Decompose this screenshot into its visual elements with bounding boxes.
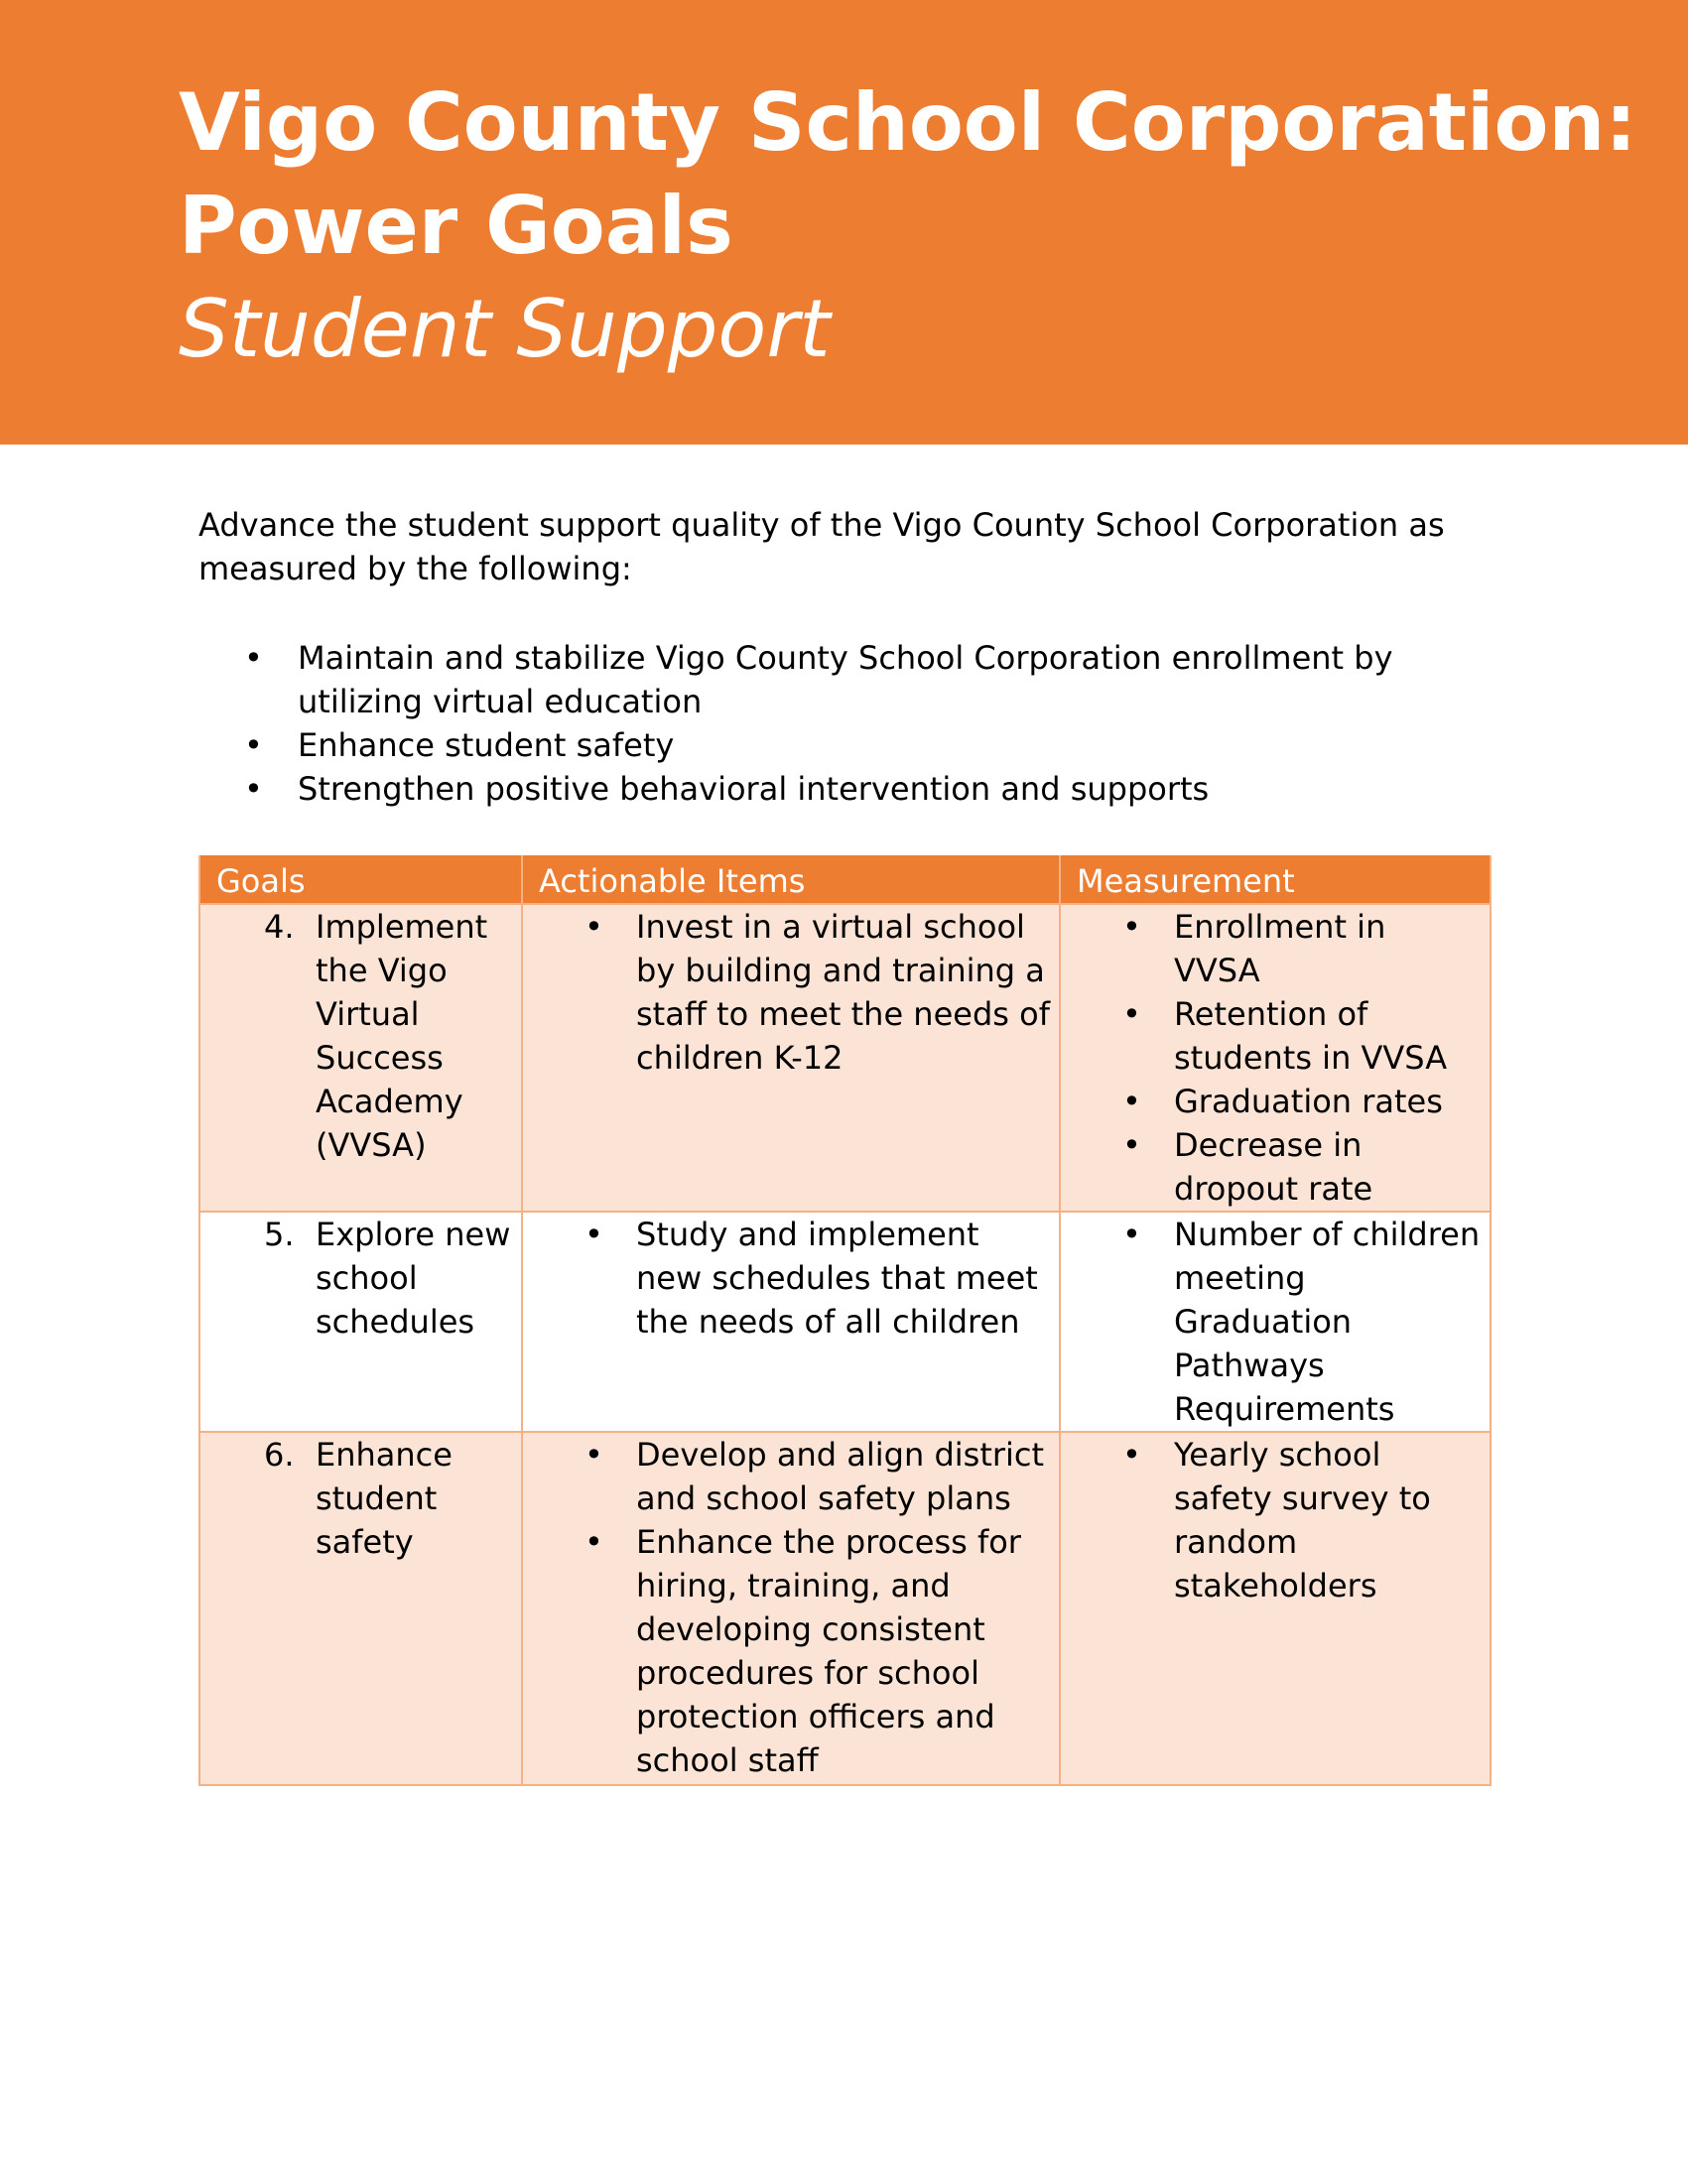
list-item (523, 905, 1059, 1080)
goal-text: Enhance student safety (316, 1436, 453, 1561)
goal-cell (199, 1212, 522, 1432)
bullet-icon: • (584, 1436, 603, 1474)
list-item (198, 767, 1489, 811)
page-title-line-2: Power Goals (179, 180, 733, 272)
actionable-cell (522, 904, 1060, 1212)
title-banner (0, 0, 1688, 445)
list-item (1061, 1213, 1490, 1431)
bullet-icon: • (1122, 908, 1141, 946)
list-item-text: Invest in a virtual school by building and training a staff to meet the needs of children K-12 (636, 908, 1050, 1077)
bullet-icon: • (1122, 1436, 1141, 1474)
list-item (1061, 905, 1490, 992)
column-header-actionable-items: Actionable Items (522, 855, 1060, 904)
intro-paragraph: Advance the student support quality of the Vigo County School Corporation as measured by the following: (198, 506, 1445, 587)
list-item-text: Strengthen positive behavioral intervention and supports (298, 770, 1210, 808)
bullet-icon: • (1122, 1216, 1141, 1253)
list-item-text: Number of children meeting Graduation Pathways Requirements (1174, 1216, 1481, 1428)
list-item-text: Retention of students in VVSA (1174, 995, 1448, 1077)
list-item (1061, 1123, 1490, 1211)
goal-text: Explore new school schedules (316, 1216, 511, 1341)
actionable-list (523, 1433, 1059, 1782)
measurement-list (1061, 1213, 1490, 1431)
list-item (1061, 992, 1490, 1080)
measurement-list (1061, 905, 1490, 1211)
bullet-icon: • (584, 908, 603, 946)
bullet-icon: • (584, 1216, 603, 1253)
list-item-text: Yearly school safety survey to random stakeholders (1174, 1436, 1431, 1605)
measurement-list (1061, 1433, 1490, 1607)
table-row (199, 1212, 1491, 1432)
list-item-text: Study and implement new schedules that meet the needs of all children (636, 1216, 1038, 1341)
bullet-icon: • (244, 770, 263, 808)
goal-number: 5. (264, 1216, 295, 1253)
goal-text: Implement the Vigo Virtual Success Academy (VVSA) (316, 908, 488, 1164)
bullet-icon: • (1122, 1083, 1141, 1120)
banner-text (179, 71, 1636, 381)
goal-number: 6. (264, 1436, 295, 1474)
list-item (1061, 1433, 1490, 1607)
list-item (198, 636, 1489, 723)
list-item (523, 1433, 1059, 1520)
list-item-text: Maintain and stabilize Vigo County School Corporation enrollment by utilizing virtual education (298, 639, 1393, 720)
column-header-measurement: Measurement (1060, 855, 1491, 904)
page-subtitle: Student Support (179, 283, 831, 375)
actionable-list (523, 1213, 1059, 1344)
bullet-icon: • (244, 726, 263, 764)
measurement-cell (1060, 1212, 1491, 1432)
goal-cell (199, 904, 522, 1212)
actionable-list (523, 905, 1059, 1080)
table-header-row (199, 855, 1491, 904)
list-item (523, 1213, 1059, 1344)
measurement-cell (1060, 1432, 1491, 1785)
list-item (198, 723, 1489, 767)
bullet-icon: • (1122, 1126, 1141, 1164)
list-item-text: Enhance student safety (298, 726, 675, 764)
goals-table (198, 855, 1492, 1786)
goal-number: 4. (264, 908, 295, 946)
column-header-goals: Goals (199, 855, 522, 904)
list-item-text: Develop and align district and school safety plans (636, 1436, 1045, 1517)
table-row (199, 1432, 1491, 1785)
measurement-cell (1060, 904, 1491, 1212)
actionable-cell (522, 1432, 1060, 1785)
list-item (1061, 1080, 1490, 1123)
bullet-icon: • (1122, 995, 1141, 1033)
bullet-icon: • (584, 1523, 603, 1561)
bullet-icon: • (244, 639, 263, 677)
list-item-text: Enrollment in VVSA (1174, 908, 1386, 989)
goal-cell (199, 1432, 522, 1785)
list-item-text: Decrease in dropout rate (1174, 1126, 1373, 1208)
actionable-cell (522, 1212, 1060, 1432)
page-title-line-1: Vigo County School Corporation: (179, 76, 1637, 169)
list-item-text: Enhance the process for hiring, training, and developing consistent procedures for school protection officers and school staff (636, 1523, 1021, 1779)
summary-bullet-list (198, 636, 1489, 811)
table-row (199, 904, 1491, 1212)
list-item-text: Graduation rates (1174, 1083, 1443, 1120)
list-item (523, 1520, 1059, 1782)
